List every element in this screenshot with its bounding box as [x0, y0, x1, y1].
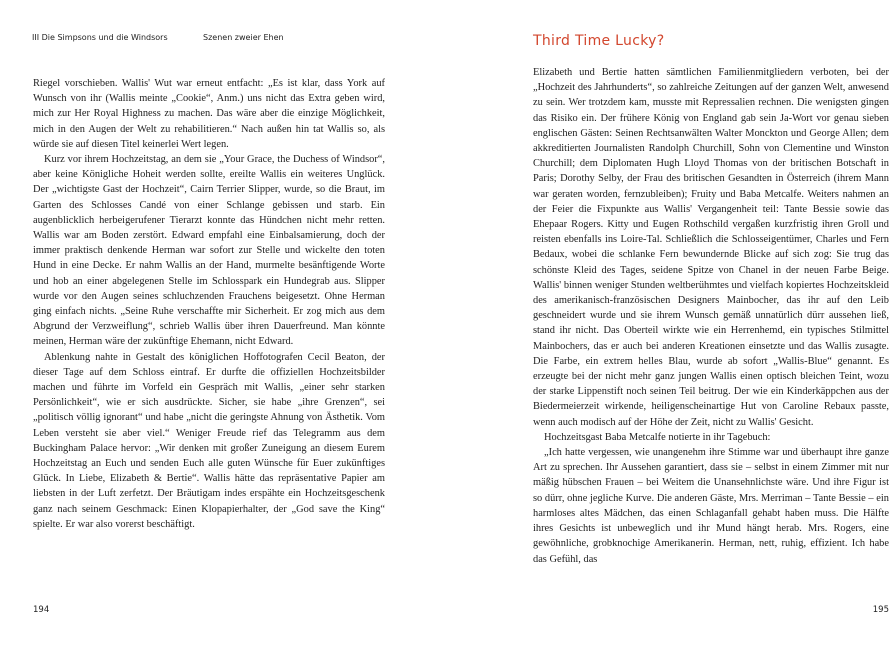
paragraph: Riegel vorschieben. Wallis' Wut war erneut entfacht: „Es ist klar, dass York auf Wunsch von ihr (Wallis meinte „Cookie“, Anm.) uns nicht das Extra geben wird, mich zur Her Royal Highness zu machen. Das wäre aber die einzige Möglichkeit, mich in den Augen der Welt zu rehabilitieren.“ Nach außen hin tat Wallis so, als würde sie auf diesen Titel keinerlei Wert legen.: [33, 78, 385, 150]
left-body-text: [33, 76, 385, 532]
paragraph: „Ich hatte vergessen, wie unangenehm ihre Stimme war und überhaupt ihre ganze Art zu sprechen. Ihr Aussehen garantiert, dass sie – selbst in einem Zimmer mit nur mäßig hübschen Frauen – bei Weitem die Unansehnlichste wäre. Und ihre Figur ist so dürr, ohne jegliche Kurve. Die anderen Gäste, Mrs. Merriman – Tante Bessie – ein harmloses altes Mädchen, das einen Schlaganfall gehabt haben muss. Die Hälfte ihres Gesichts ist unbeweglich und ihr Mund hängt herab. Mrs. Rogers, eine gewöhnliche, grobknochige Amerikanerin. Herman, nett, ruhig, effizient. Ich habe das Gefühl, das: [533, 447, 889, 565]
page-number: 194: [33, 605, 50, 615]
section-title: Third Time Lucky?: [533, 33, 665, 49]
right-page: [446, 0, 893, 648]
paragraph: Hochzeitsgast Baba Metcalfe notierte in ihr Tagebuch:: [544, 431, 771, 443]
paragraph: Ablenkung nahte in Gestalt des königlichen Hoffotografen Cecil Beaton, der dieser Tage auf dem Schloss eintraf. Er durfte die offiziellen Hochzeitsbilder machen und führte im Vorfeld ein Gespräch mit Wallis, „einer sehr starken Persönlichkeit“, wie er sich ausdrückte. Sicher, sie habe „ihre Grenzen“, sei „politisch völlig ignorant“ und habe „nicht die geringste Ahnung von Ästhetik. Vom Leben versteht sie aber viel.“ Weniger Freude rief das Telegramm aus dem Buckingham Palace hervor: „Wir denken mit großer Zuneigung an diesem Eurem Hochzeitstag an Euch und senden Euch alle guten Wünsche für Euer zukünftiges Glück. In Liebe, Elizabeth & Bertie“. Wallis hätte das repräsentative Papier am liebsten in der Luft zerfetzt. Der Bräutigam indes erspähte ein Hochzeitsgeschenk ganz nach seinem Geschmack: Einen Klopapierhalter, der „God save the King“ spielte. Er war also vorerst beschäftigt.: [33, 351, 385, 530]
page-number: 195: [872, 605, 889, 615]
left-page: [0, 0, 446, 648]
paragraph: Elizabeth und Bertie hatten sämtlichen Familienmitgliedern verboten, bei der „Hochzeit des Jahrhunderts“, so zahlreiche Zeitungen auf der ganzen Welt, anwesend zu sein. Wer trotzdem kam, musste mit Repressalien rechnen. Die wenigsten gingen das Risiko ein. Der frühere König von England gab sein Ja-Wort vor genau sieben englischen Gästen: Seinen Rechtsanwälten Walter Monckton und George Allen; dem akkreditierten Journalisten Randolph Churchill, Sohn von Clementine und Winston Churchill; dem Diplomaten Hugh Lloyd Thomas von der britischen Botschaft in Paris; Dorothy Selby, der Frau des britischen Gesandten in Österreich (ihrem Mann war geraten worden, fernzubleiben); Fruity und Baba Metcalfe. Weiters nahmen an der Feier die Fixpunkte aus Wallis' Vergangenheit teil: Tante Bessie sowie das Ehepaar Rogers. Kitty und Eugen Rothschild vergaßen kurzfristig ihren Groll und reisten ebenfalls ins Loire-Tal. Schließlich die Schlosseigentümer, Charles und Fern Bedaux, wobei die schlanke Fern bewundernde Blicke auf sich zog: Sie trug das schönste Kleid des Tages, seidene Spitze von Chanel in der neuen Farbe Beige. Wallis' binnen weniger Stunden weltberühmtes und vielfach kopiertes Hochzeitskleid des amerikanisch-französischen Designers Mainbocher, das ihr auf den Leib geschneidert wurde und sie ihrem Wunsch gemäß unnatürlich dürr aussehen ließ, stand ihr nicht. Das Oberteil wirkte wie ein Herrenhemd, ein typisches Stilmittel Mainbochers, das er auch bei anderen Kreationen einsetzte und das Wallis zusagte. Die Farbe, ein extrem helles Blau, wurde ab sofort „Wallis-Blue“ genannt. Es erzeugte bei der nicht mehr ganz jungen Wallis einen optisch bleichen Teint, wozu der starke Lippenstift noch seinen Teil beitrug. Der wie ein Kinderkäppchen aus der Biedermeierzeit wirkende, heiligenscheinartige Hut von Caroline Rebaux passte, wenn auch modisch auf der Höhe der Zeit, nicht zu Wallis' Gesicht.: [533, 67, 889, 428]
right-body-text: [533, 65, 889, 567]
paragraph: Kurz vor ihrem Hochzeitstag, an dem sie „Your Grace, the Duchess of Windsor“, aber keine Königliche Hoheit werden sollte, ereilte Wallis ein weiteres Unglück. Der „wichtigste Gast der Hochzeit“, Cairn Terrier Slipper, wurde, so die Braut, im Garten des Schlosses Candé von einer Schlange gebissen und starb. Ein augenblicklich herbeigerufener Tierarzt konnte das Hündchen nicht mehr retten. Wallis war am Boden zerstört. Edward empfahl eine Einbalsamierung, doch der immer praktisch denkende Herman war sofort zur Stelle und wickelte den toten Hund in eine Decke. Er nahm Wallis an der Hand, murmelte besänftigende Worte und hob an einer abgelegenen Stelle im Schlosspark ein Hundegrab aus. Slipper wurde vor den Augen seines schluchzenden Frauchens beigesetzt. Ohne Herman ging einfach nichts. „Seine Ruhe verschaffte mir Sicherheit. Er zog mich aus dem Abgrund der Verzweiflung“, schrieb Wallis über ihren Dauerfreund. Man könnte meinen, Herman wäre der zukünftige Ehemann, nicht Edward.: [33, 154, 385, 348]
running-head-chapter: Szenen zweier Ehen: [203, 33, 284, 42]
running-head-section: III Die Simpsons und die Windsors: [32, 33, 168, 42]
